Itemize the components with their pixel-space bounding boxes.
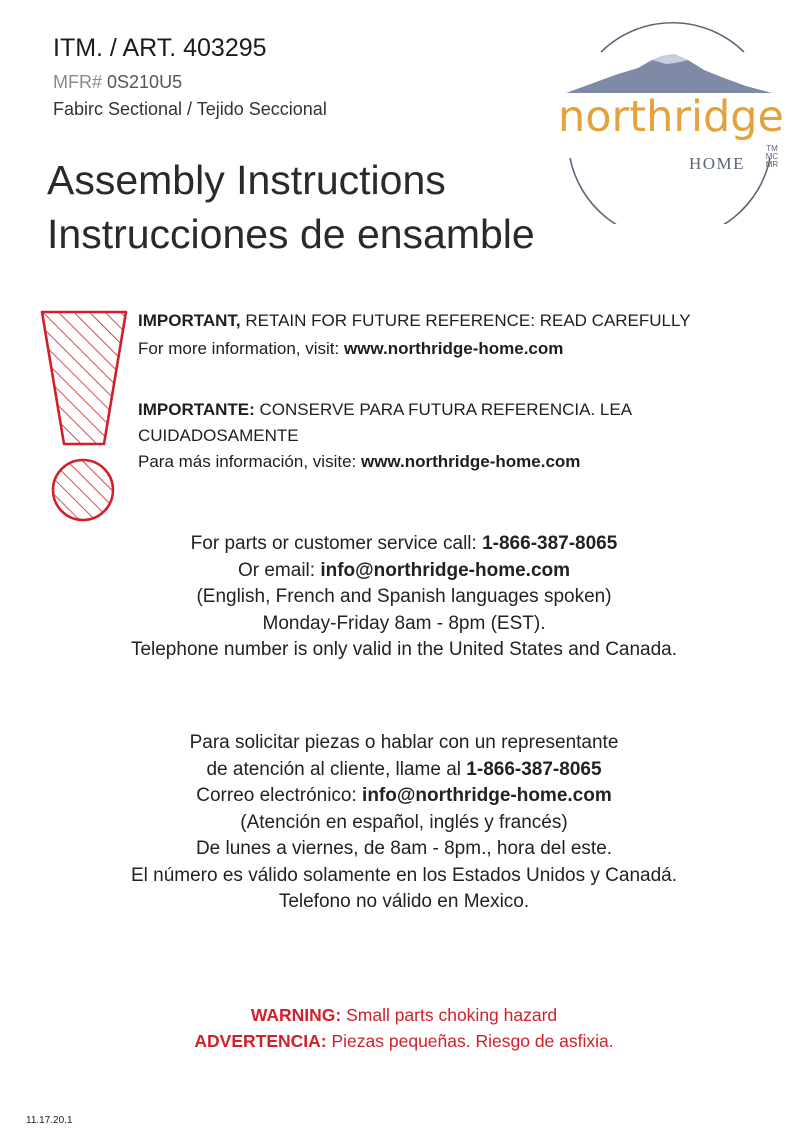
mfr-value: 0S210U5 — [107, 72, 183, 92]
cs-es-line-2 — [0, 757, 808, 784]
cs-en-line-3: (English, French and Spanish languages spoken) — [196, 586, 612, 607]
exclamation-bar-icon — [42, 312, 126, 444]
cs-es-line-1: Para solicitar piezas o hablar con un representante — [189, 732, 619, 753]
cs-en-line-1 — [0, 531, 808, 558]
important-es-text: CONSERVE PARA FUTURA REFERENCIA. LEA — [254, 400, 633, 419]
more-info-en-url[interactable]: www.northridge-home.com — [343, 339, 564, 358]
more-info-es-url[interactable]: www.northridge-home.com — [360, 452, 581, 471]
cs-es-phone[interactable]: 1-866-387-8065 — [466, 758, 602, 780]
cs-en-call-text: For parts or customer service call: — [190, 533, 483, 554]
warning-en-label: WARNING: — [250, 1005, 342, 1025]
important-es-line2: CUIDADOSAMENTE — [138, 426, 299, 445]
exclamation-warning-icon — [38, 308, 130, 526]
cs-es-line-5: De lunes a viernes, de 8am - 8pm., hora del este. — [195, 838, 613, 859]
warning-en — [0, 1005, 808, 1026]
logo-ring-top — [601, 23, 744, 52]
cs-es-email-text: Correo electrónico: — [196, 785, 363, 806]
cs-en-line-2 — [0, 558, 808, 585]
warning-es — [0, 1031, 808, 1052]
document-code: 11.17.20.1 — [26, 1115, 73, 1126]
more-info-es — [138, 452, 580, 472]
warning-en-text: Small parts choking hazard — [341, 1005, 558, 1025]
logo-sub: HOME — [688, 154, 746, 173]
important-en-text: RETAIN FOR FUTURE REFERENCE: READ CAREFULLY — [240, 311, 691, 330]
important-en — [138, 311, 691, 331]
cs-es-line-4: (Atención en español, inglés y francés) — [240, 811, 568, 833]
title-spanish: Instrucciones de ensamble — [47, 211, 535, 257]
logo-mark-mc: MC — [765, 152, 779, 161]
warning-es-label: ADVERTENCIA: — [194, 1031, 327, 1051]
logo-mark-tm: TM — [766, 144, 778, 153]
cs-es-email[interactable]: info@northridge-home.com — [362, 785, 612, 806]
cs-es-call-text: de atención al cliente, llame al — [206, 758, 467, 780]
important-en-label: IMPORTANT, — [138, 311, 241, 330]
mfr-number — [53, 72, 182, 93]
mfr-label: MFR# — [53, 72, 102, 92]
cs-en-email-text: Or email: — [237, 559, 321, 581]
northridge-home-logo — [548, 20, 788, 224]
logo-brand: northridge — [557, 92, 785, 142]
logo-mark-mr: MR — [765, 160, 779, 169]
cs-es-line-6: El número es válido solamente en los Estados Unidos y Canadá. — [130, 864, 678, 886]
exclamation-dot-icon — [53, 460, 113, 520]
important-es-label: IMPORTANTE: — [138, 400, 255, 419]
more-info-es-text: Para más información, visite: — [138, 452, 361, 471]
warning-es-text: Piezas pequeñas. Riesgo de asfixia. — [326, 1031, 614, 1051]
more-info-en — [138, 339, 563, 359]
more-info-en-text: For more information, visit: — [138, 339, 344, 358]
cs-en-line-4: Monday-Friday 8am - 8pm (EST). — [262, 612, 546, 634]
item-number: ITM. / ART. 403295 — [53, 34, 267, 62]
cs-en-line-5: Telephone number is only valid in the United States and Canada. — [130, 639, 678, 660]
title-english: Assembly Instructions — [47, 157, 446, 203]
customer-service-es — [0, 730, 808, 916]
cs-en-email[interactable]: info@northridge-home.com — [320, 559, 571, 581]
cs-en-phone[interactable]: 1-866-387-8065 — [482, 533, 618, 554]
cs-es-line-7: Telefono no válido en Mexico. — [278, 891, 530, 912]
product-description: Fabirc Sectional / Tejido Seccional — [53, 99, 327, 119]
cs-es-line-3 — [0, 783, 808, 810]
customer-service-en — [0, 531, 808, 664]
important-es — [138, 400, 632, 420]
